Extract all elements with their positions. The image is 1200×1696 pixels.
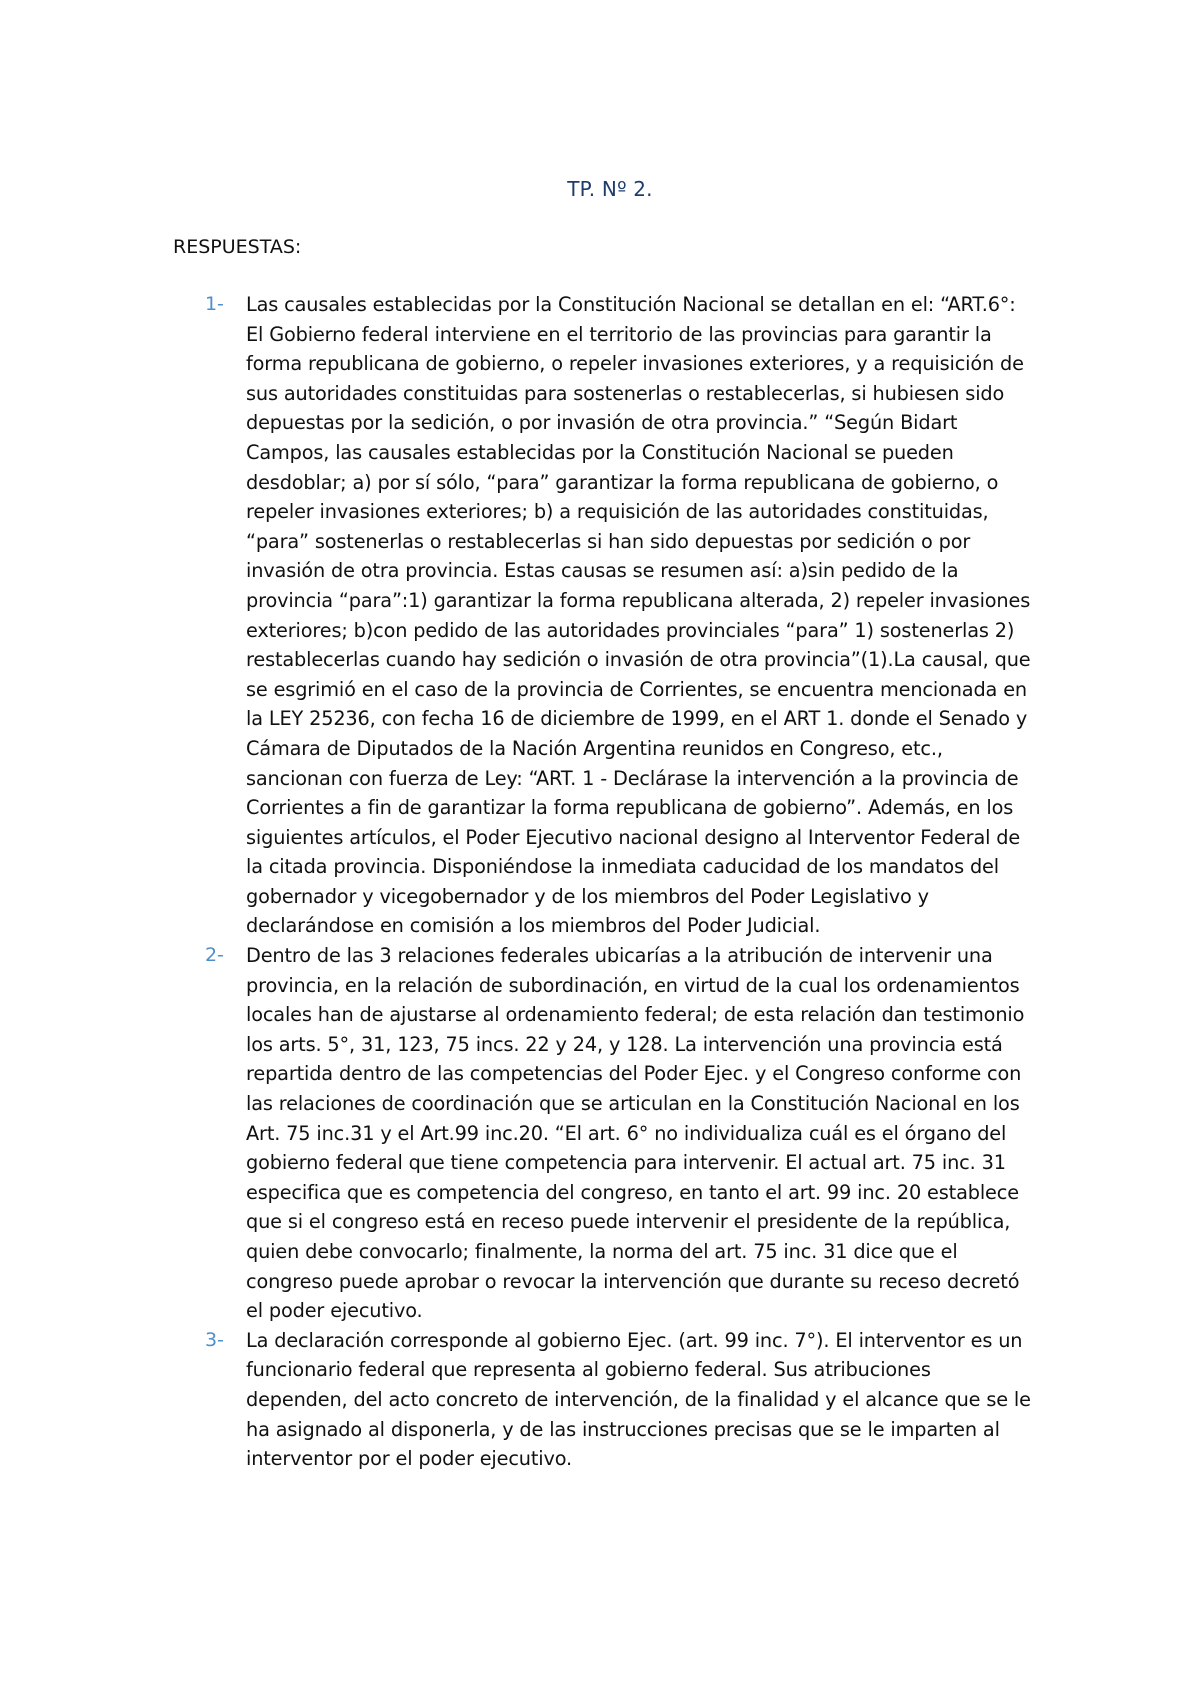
answer-item bbox=[0, 941, 1036, 1326]
answer-text: Dentro de las 3 relaciones federales ubicarías a la atribución de intervenir una provincia, en la relación de subordinación, en virtud de la cual los ordenamientos locales han de ajustarse al ordenamiento federal; de esta relación dan testimonio los arts. 5°, 31, 123, 75 incs. 22 y 24, y 128. La intervención una provincia está repartida dentro de las competencias del Poder Ejec. y el Congreso conforme con las relaciones de coordinación que se articulan en la Constitución Nacional en los Art. 75 inc.31 y el Art.99 inc.20. “El art. 6° no individualiza cuál es el órgano del gobierno federal que tiene competencia para intervenir. El actual art. 75 inc. 31 especifica que es competencia del congreso, en tanto el art. 99 inc. 20 establece que si el congreso está en receso puede intervenir el presidente de la república, quien debe convocarlo; finalmente, la norma del art. 75 inc. 31 dice que el congreso puede aprobar o revocar la intervención que durante su receso decretó el poder ejecutivo. bbox=[246, 944, 1025, 1323]
answers-heading: RESPUESTAS: bbox=[173, 236, 302, 258]
answers-list bbox=[0, 290, 1200, 1474]
answer-item bbox=[0, 290, 1036, 941]
answer-number: 1- bbox=[205, 293, 224, 315]
answer-text: La declaración corresponde al gobierno Ejec. (art. 99 inc. 7°). El interventor es un funcionario federal que representa al gobierno federal. Sus atribuciones dependen, del acto concreto de intervención, de la finalidad y el alcance que se le ha asignado al disponerla, y de las instrucciones precisas que se le imparten al interventor por el poder ejecutivo. bbox=[246, 1328, 1031, 1471]
answer-number: 2- bbox=[205, 944, 224, 967]
document-title: TP. Nº 2. bbox=[567, 177, 653, 201]
answer-text: Las causales establecidas por la Constitución Nacional se detallan en el: “ART.6°: El Gobierno federal interviene en el territorio de las provincias para garantir la forma republicana de gobierno, o repeler invasiones exteriores, y a requisición de sus autoridades constituidas para sostenerlas o restablecerlas, si hubiesen sido depuestas por la sedición, o por invasión de otra provincia.” “Según Bidart Campos, las causales establecidas por la Constitución Nacional se pueden desdoblar; a) por sí sólo, “para” garantizar la forma republicana de gobierno, o repeler invasiones exteriores; b) a requisición de las autoridades constituidas, “para” sostenerlas o restablecerlas si han sido depuestas por sedición o por invasión de otra provincia. Estas causas se resumen así: a)sin pedido de la provincia “para”:1) garantizar la forma republicana alterada, 2) repeler invasiones exteriores; b)con pedido de las autoridades provinciales “para” 1) sostenerlas 2) restablecerlas cuando hay sedición o invasión de otra provincia”(1).La causal, que se esgrimió en el caso de la provincia de Corrientes, se encuentra mencionada en la LEY 25236, con fecha 16 de diciembre de 1999, en el ART 1. donde el Senado y Cámara de Diputados de la Nación Argentina reunidos en Congreso, etc., sancionan con fuerza de Ley: “ART. 1 - Declárase la intervención a la provincia de Corrientes a fin de garantizar la forma republicana de gobierno”. Además, en los siguientes artículos, el Poder Ejecutivo nacional designo al Interventor Federal de la citada provincia. Disponiéndose la inmediata caducidad de los mandatos del gobernador y vicegobernador y de los miembros del Poder Legislativo y declarándose en comisión a los miembros del Poder Judicial. bbox=[246, 293, 1031, 938]
answer-number: 3- bbox=[205, 1328, 224, 1351]
answer-item bbox=[0, 1326, 1036, 1474]
